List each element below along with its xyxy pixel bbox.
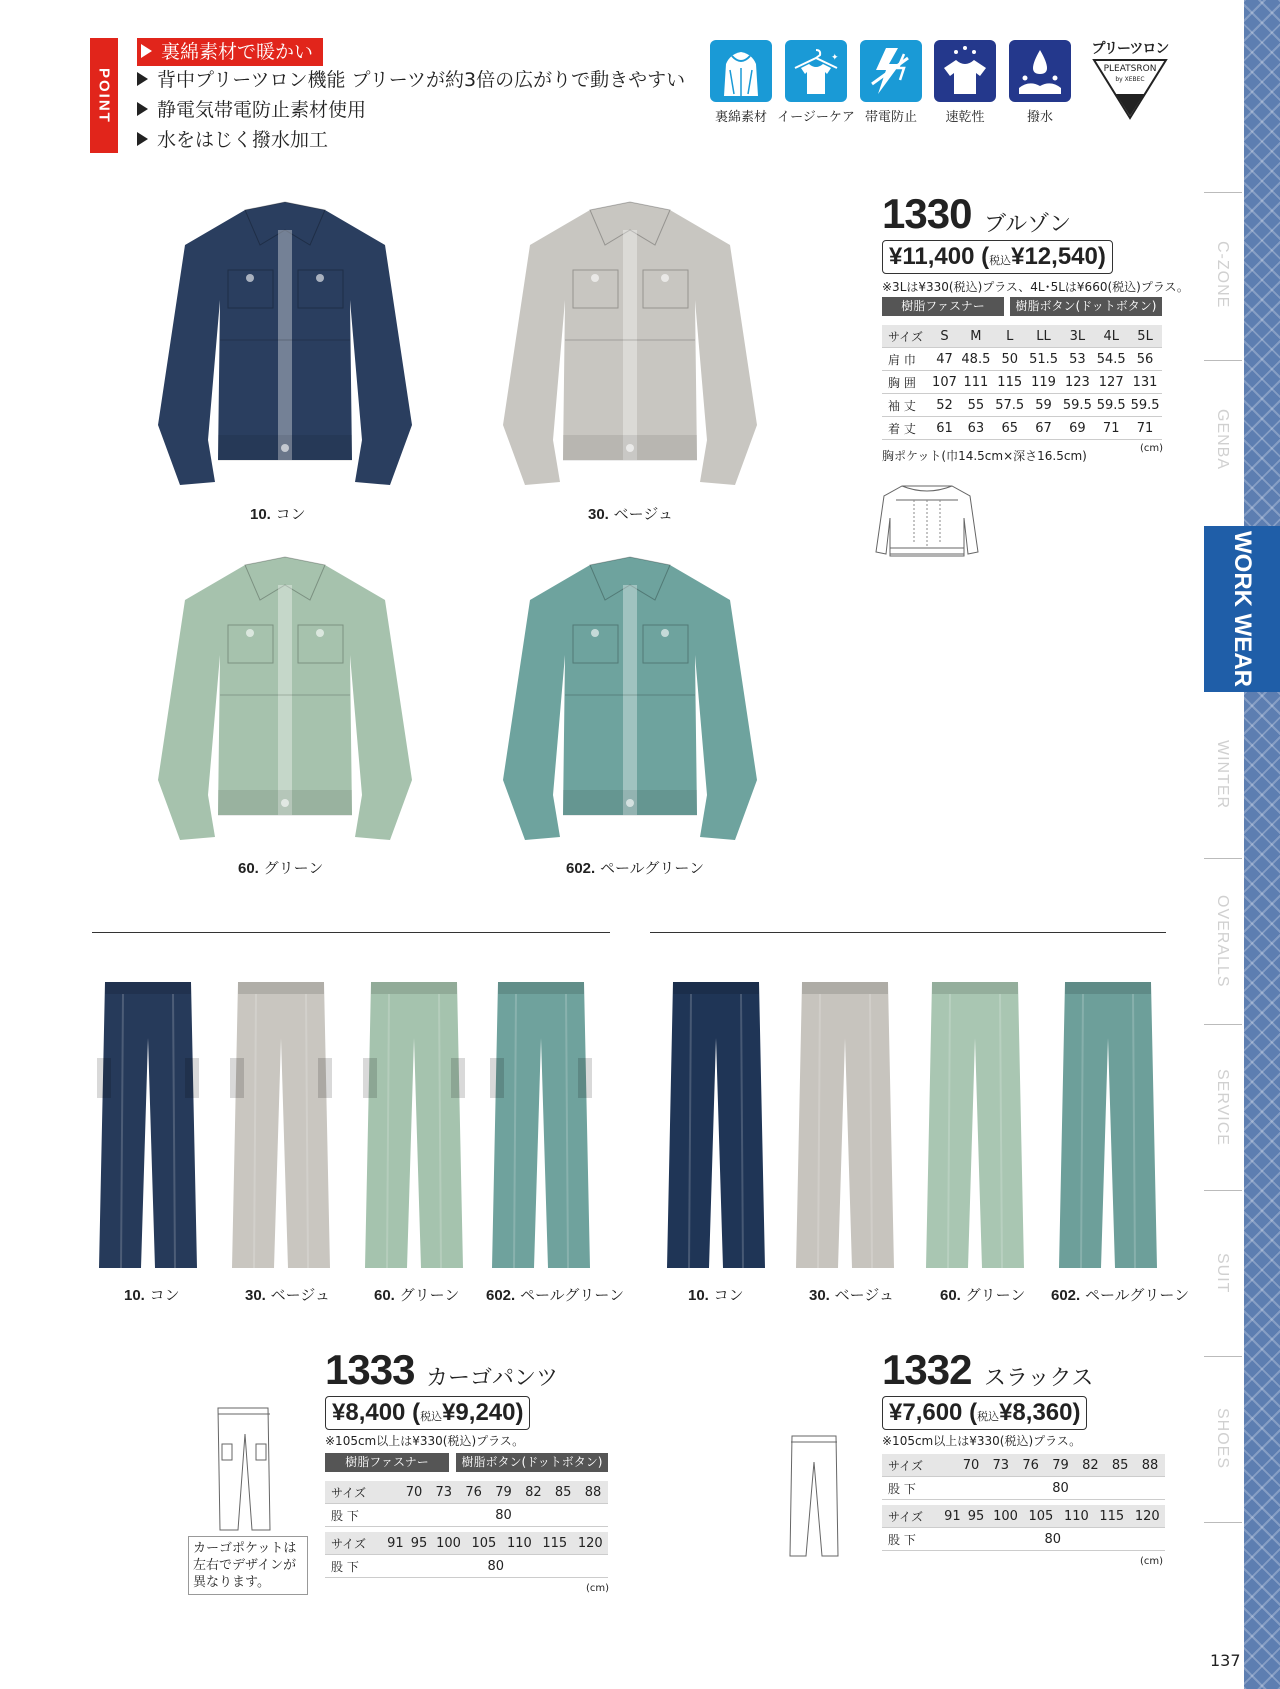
- table-row: 胸 囲 107 111 115 119 123 127 131: [882, 371, 1162, 394]
- product-number: 1332: [882, 1346, 972, 1393]
- logo-title: プリーツロン: [1091, 41, 1169, 57]
- logo-by: by XEBEC: [1115, 76, 1145, 83]
- nav-divider: [1204, 1024, 1242, 1025]
- cargo-pants-photo-beige: [226, 978, 336, 1278]
- logo-sub: PLEATSRON: [1103, 64, 1157, 74]
- product-number: 1333: [325, 1346, 415, 1393]
- fastener-badge: 樹脂ファスナー: [325, 1453, 449, 1472]
- nav-item-work-wear[interactable]: WORK WEAR: [1204, 526, 1280, 692]
- icon-label: 速乾性: [945, 110, 985, 125]
- table-row: 着 丈 61 63 65 67 69 71 71: [882, 417, 1162, 440]
- color-caption: 10. コン: [688, 1286, 744, 1304]
- unit-label: (cm): [586, 1583, 610, 1594]
- cargo-pants-photo-green: [359, 978, 469, 1278]
- cargo-pants-photo-navy: [93, 978, 203, 1278]
- color-caption: 60. グリーン: [238, 859, 324, 877]
- cargo-pants-sketch: [214, 1404, 274, 1534]
- pleatsron-logo: [1090, 38, 1170, 118]
- table-row: サイズ 91 95 100 105 110 115 120: [325, 1532, 608, 1555]
- price-note: ※105cm以上は¥330(税込)プラス。: [882, 1434, 1082, 1448]
- table-row: 股 下 80: [882, 1528, 1165, 1551]
- color-caption: 602. ペールグリーン: [566, 859, 705, 877]
- nav-divider: [1204, 1190, 1242, 1191]
- pocket-note: 胸ポケット(巾14.5cm×深さ16.5cm): [882, 449, 1087, 463]
- section-divider: [92, 932, 610, 933]
- jacket-photo-beige: [495, 190, 765, 500]
- point-label: POINT: [90, 38, 118, 153]
- color-caption: 30. ベージュ: [588, 505, 674, 523]
- table-row: サイズ 70 73 76 79 82 85 88: [325, 1481, 608, 1504]
- price-note: ※105cm以上は¥330(税込)プラス。: [325, 1434, 525, 1448]
- nav-item-suit[interactable]: SUIT: [1214, 1252, 1231, 1294]
- product-number: 1330: [882, 190, 972, 237]
- nav-divider: [1204, 360, 1242, 361]
- cargo-size-table-1: [325, 1481, 608, 1527]
- color-caption: 60. グリーン: [940, 1286, 1026, 1304]
- water-repellent-icon: [1009, 40, 1071, 102]
- svg-text:✦: ✦: [831, 53, 839, 63]
- nav-divider: [1204, 192, 1242, 193]
- slacks-photo-pale-green: [1053, 978, 1163, 1278]
- quick-dry-icon: [934, 40, 996, 102]
- product-name: スラックス: [984, 1366, 1094, 1391]
- color-caption: 30. ベージュ: [245, 1286, 331, 1304]
- color-caption: 10. コン: [250, 505, 306, 523]
- color-caption: 602. ペールグリーン: [1051, 1286, 1190, 1304]
- button-badge: 樹脂ボタン(ドットボタン): [456, 1453, 608, 1472]
- easy-care-icon: [785, 40, 847, 102]
- icon-label: イージーケア: [777, 110, 855, 125]
- table-row: 股 下 80: [882, 1477, 1165, 1500]
- nav-divider: [1204, 1356, 1242, 1357]
- antistatic-icon: [860, 40, 922, 102]
- feature-item: 静電気帯電防止素材使用: [137, 96, 366, 124]
- nav-item-winter[interactable]: WINTER: [1214, 740, 1231, 810]
- jacket-back-sketch: [872, 482, 982, 564]
- icon-label: 撥水: [1026, 110, 1053, 125]
- color-caption: 60. グリーン: [374, 1286, 460, 1304]
- table-row: サイズ S M L LL 3L 4L 5L: [882, 325, 1162, 348]
- table-row: 股 下 80: [325, 1504, 608, 1527]
- color-caption: 602. ペールグリーン: [486, 1286, 625, 1304]
- icon-label: 帯電防止: [864, 110, 917, 125]
- feature-item: 裏綿素材で暖かい: [137, 38, 323, 66]
- icon-label: 裏綿素材: [714, 110, 767, 125]
- nav-item-c-zone[interactable]: C-ZONE: [1214, 241, 1231, 309]
- fastener-badge: 樹脂ファスナー: [882, 297, 1004, 316]
- table-row: 肩 巾 47 48.5 50 51.5 53 54.5 56: [882, 348, 1162, 371]
- slacks-size-table-1: [882, 1454, 1165, 1500]
- lined-fabric-icon: [710, 40, 772, 102]
- color-caption: 30. ベージュ: [809, 1286, 895, 1304]
- slacks-photo-navy: [661, 978, 771, 1278]
- table-row: 袖 丈 52 55 57.5 59 59.5 59.5 59.5: [882, 394, 1162, 417]
- jacket-size-table: [882, 325, 1162, 440]
- side-pattern: [1244, 0, 1280, 1689]
- nav-item-overalls[interactable]: OVERALLS: [1214, 894, 1231, 988]
- price-note: ※3Lは¥330(税込)プラス、4L･5Lは¥660(税込)プラス。: [882, 280, 1189, 294]
- nav-item-shoes[interactable]: SHOES: [1214, 1408, 1231, 1470]
- section-divider: [650, 932, 1166, 933]
- table-row: 股 下 80: [325, 1555, 608, 1578]
- product-name: ブルゾン: [984, 212, 1072, 237]
- nav-item-service[interactable]: SERVICE: [1214, 1068, 1231, 1146]
- table-row: サイズ 70 73 76 79 82 85 88: [882, 1454, 1165, 1477]
- page-number: 137: [1210, 1651, 1241, 1670]
- jacket-photo-green: [150, 545, 420, 855]
- feature-item: 背中プリーツロン機能 プリーツが約3倍の広がりで動きやすい: [137, 66, 685, 94]
- slacks-photo-beige: [790, 978, 900, 1278]
- slacks-size-table-2: [882, 1505, 1165, 1551]
- cargo-pants-photo-pale-green: [486, 978, 596, 1278]
- cargo-pocket-note: カーゴポケットは左右でデザインが異なります。: [188, 1536, 308, 1595]
- price-box: ¥7,600 (税込¥8,360): [882, 1396, 1087, 1430]
- jacket-photo-navy: [150, 190, 420, 500]
- slacks-photo-green: [920, 978, 1030, 1278]
- slacks-sketch: [786, 1432, 842, 1560]
- unit-label: (cm): [1140, 443, 1164, 454]
- button-badge: 樹脂ボタン(ドットボタン): [1010, 297, 1162, 316]
- nav-divider: [1204, 1522, 1242, 1523]
- product-name: カーゴパンツ: [426, 1366, 559, 1391]
- unit-label: (cm): [1140, 1556, 1164, 1567]
- nav-divider: [1204, 858, 1242, 859]
- cargo-size-table-2: [325, 1532, 608, 1578]
- table-row: サイズ 91 95 100 105 110 115 120: [882, 1505, 1165, 1528]
- color-caption: 10. コン: [124, 1286, 180, 1304]
- price-box: ¥11,400 (税込¥12,540): [882, 240, 1113, 274]
- nav-item-genba[interactable]: GENBA: [1214, 409, 1231, 471]
- jacket-photo-pale-green: [495, 545, 765, 855]
- feature-item: 水をはじく撥水加工: [137, 126, 328, 154]
- price-box: ¥8,400 (税込¥9,240): [325, 1396, 530, 1430]
